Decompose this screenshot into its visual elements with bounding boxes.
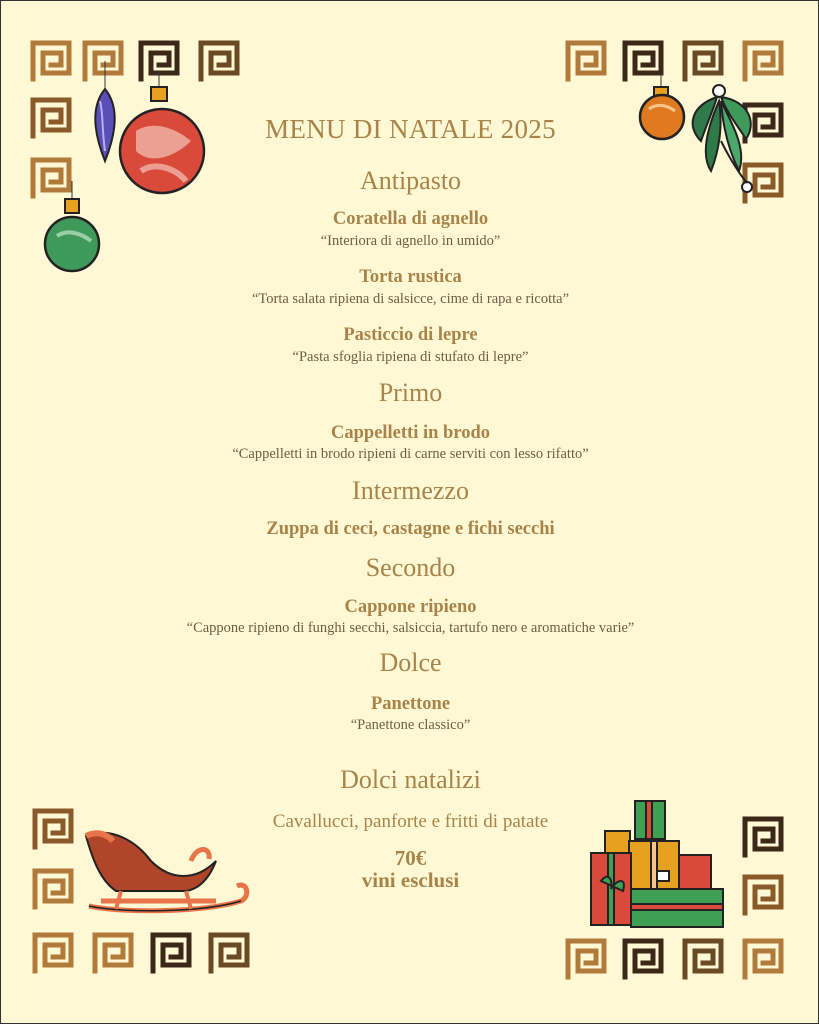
menu-price: 70€ [394, 846, 427, 870]
section-dolce-heading: Dolce [379, 648, 442, 677]
dish-name: Panettone [370, 694, 451, 714]
dish-description: “Panettone classico” [350, 717, 471, 733]
dish-description: “Torta salata ripiena di salsicce, cime di rapa e ricotta” [251, 291, 570, 307]
section-dolci-natalizi-heading: Dolci natalizi [340, 765, 481, 794]
section-intermezzo-heading: Intermezzo [352, 476, 469, 505]
christmas-ornament-icon [95, 61, 115, 161]
section-secondo-heading: Secondo [365, 553, 456, 582]
dish-description: “Cappone ripieno di funghi secchi, salsiccia, tartufo nero e aromatiche varie” [186, 620, 635, 636]
dish-description: “Pasta sfoglia ripiena di stufato di lepre” [292, 349, 529, 365]
dish-description: “Cappelletti in brodo ripieni di carne serviti con lesso rifatto” [232, 446, 589, 462]
dish-description: “Interiora di agnello in umido” [320, 233, 501, 249]
dish-name: Cappone ripieno [344, 597, 477, 617]
section-primo-heading: Primo [378, 378, 443, 407]
dish-name: Pasticcio di lepre [343, 325, 478, 345]
page-title: MENU DI NATALE 2025 [265, 114, 556, 144]
dish-name: Zuppa di ceci, castagne e fichi secchi [266, 519, 555, 539]
price-note: vini esclusi [361, 868, 460, 892]
dish-name: Coratella di agnello [332, 209, 489, 229]
dish-name: Torta rustica [359, 267, 462, 287]
dish-name: Cappelletti in brodo [331, 423, 490, 443]
section-antipasto-heading: Antipasto [359, 166, 462, 195]
dolci-natalizi-text: Cavallucci, panforte e fritti di patate [272, 811, 549, 832]
